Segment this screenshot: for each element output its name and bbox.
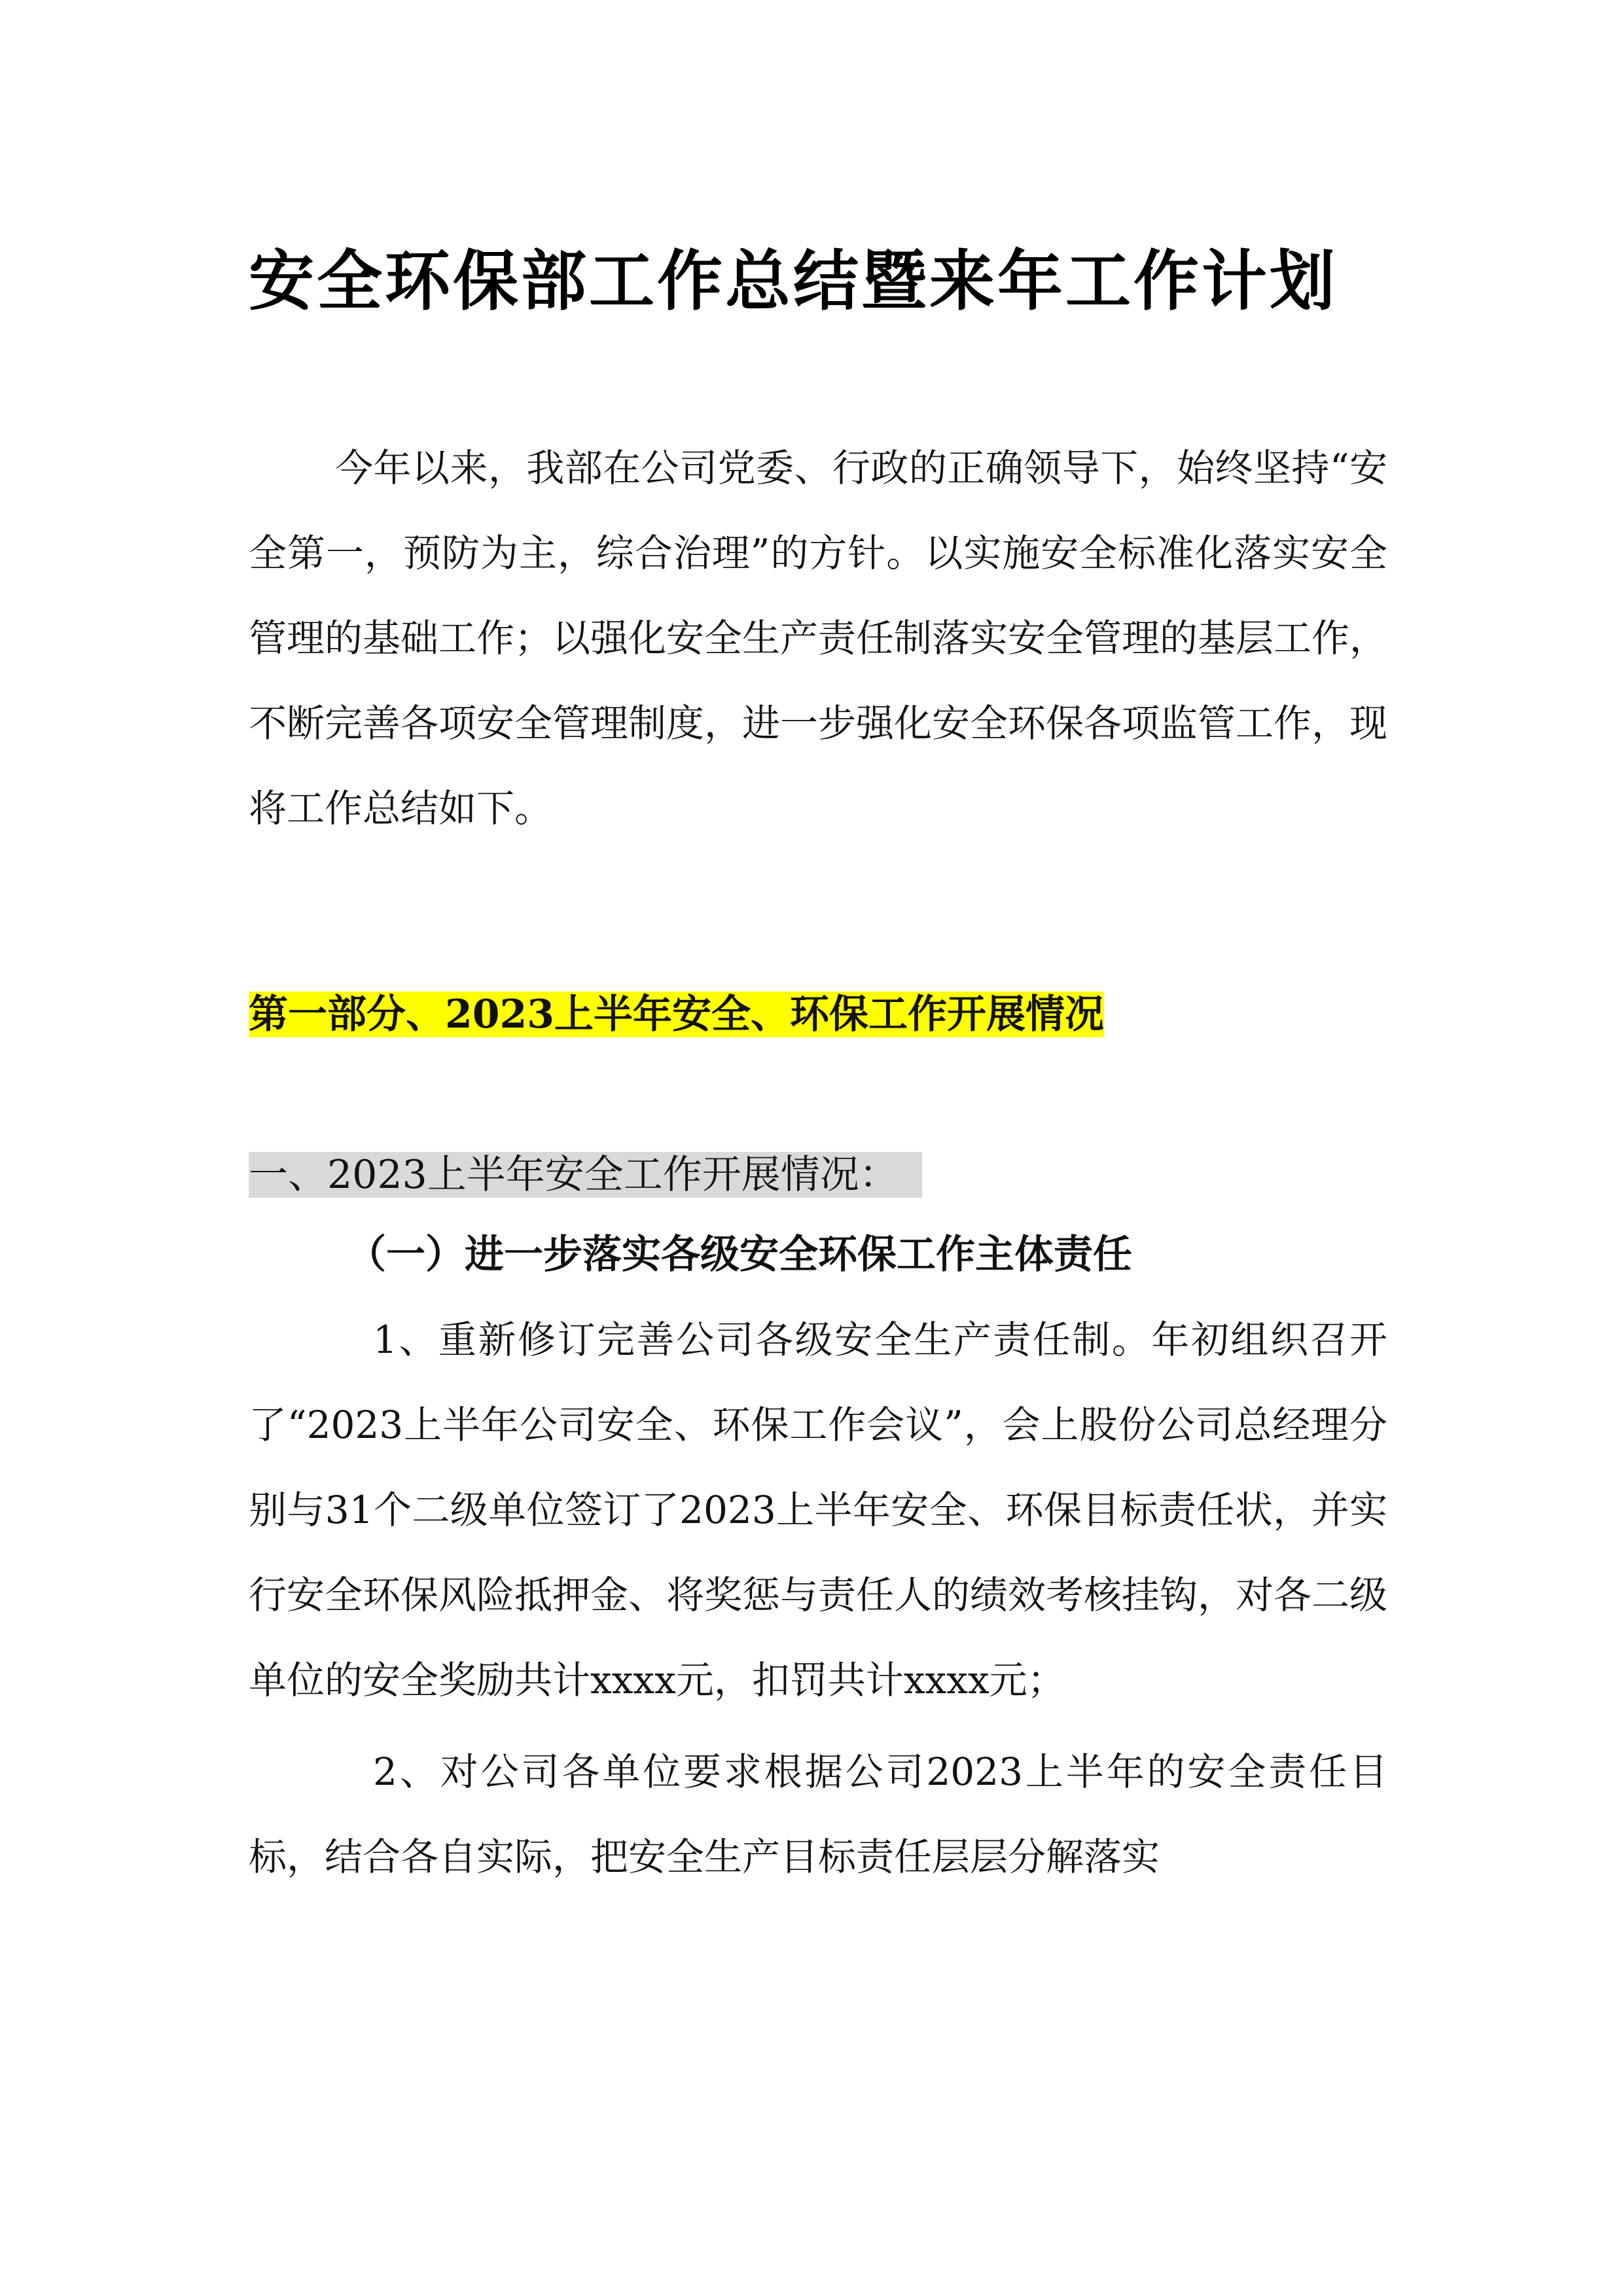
part-heading-text: 第一部分、2023上半年安全、环保工作开展情况 bbox=[249, 992, 1104, 1037]
list-item-2: 2、对公司各单位要求根据公司2023上半年的安全责任目标，结合各自实际，把安全生产目标责任层层分解落实 bbox=[249, 1749, 1387, 1879]
part-heading bbox=[249, 982, 1387, 1047]
section-heading-text: 一、2023上半年安全工作开展情况： bbox=[249, 1152, 922, 1198]
list-item-1: 1、重新修订完善公司各级安全生产责任制。年初组织召开了“2023上半年公司安全、环保工作会议”，会上股份公司总经理分别与31个二级单位签订了2023上半年安全、环保目标责任状，并实行安全环保风险抵押金、将奖惩与责任人的绩效考核挂钩，对各二级单位的安全奖励共计xxxx元，扣罚共计xxxx元； bbox=[249, 1318, 1388, 1702]
intro-paragraph: 今年以来，我部在公司党委、行政的正确领导下，始终坚持“安全第一，预防为主，综合治理”的方针。以实施安全标准化落实安全管理的基础工作；以强化安全生产责任制落实安全管理的基层工作，不断完善各项安全管理制度，进一步强化安全环保各项监管工作，现将工作总结如下。 bbox=[249, 446, 1388, 831]
document-body bbox=[249, 223, 1387, 1899]
document-title: 安全环保部工作总结暨来年工作计划 bbox=[249, 243, 1338, 319]
sub-heading: （一）进一步落实各级安全环保工作主体责任 bbox=[347, 1232, 1132, 1278]
section-heading bbox=[249, 1145, 1387, 1204]
